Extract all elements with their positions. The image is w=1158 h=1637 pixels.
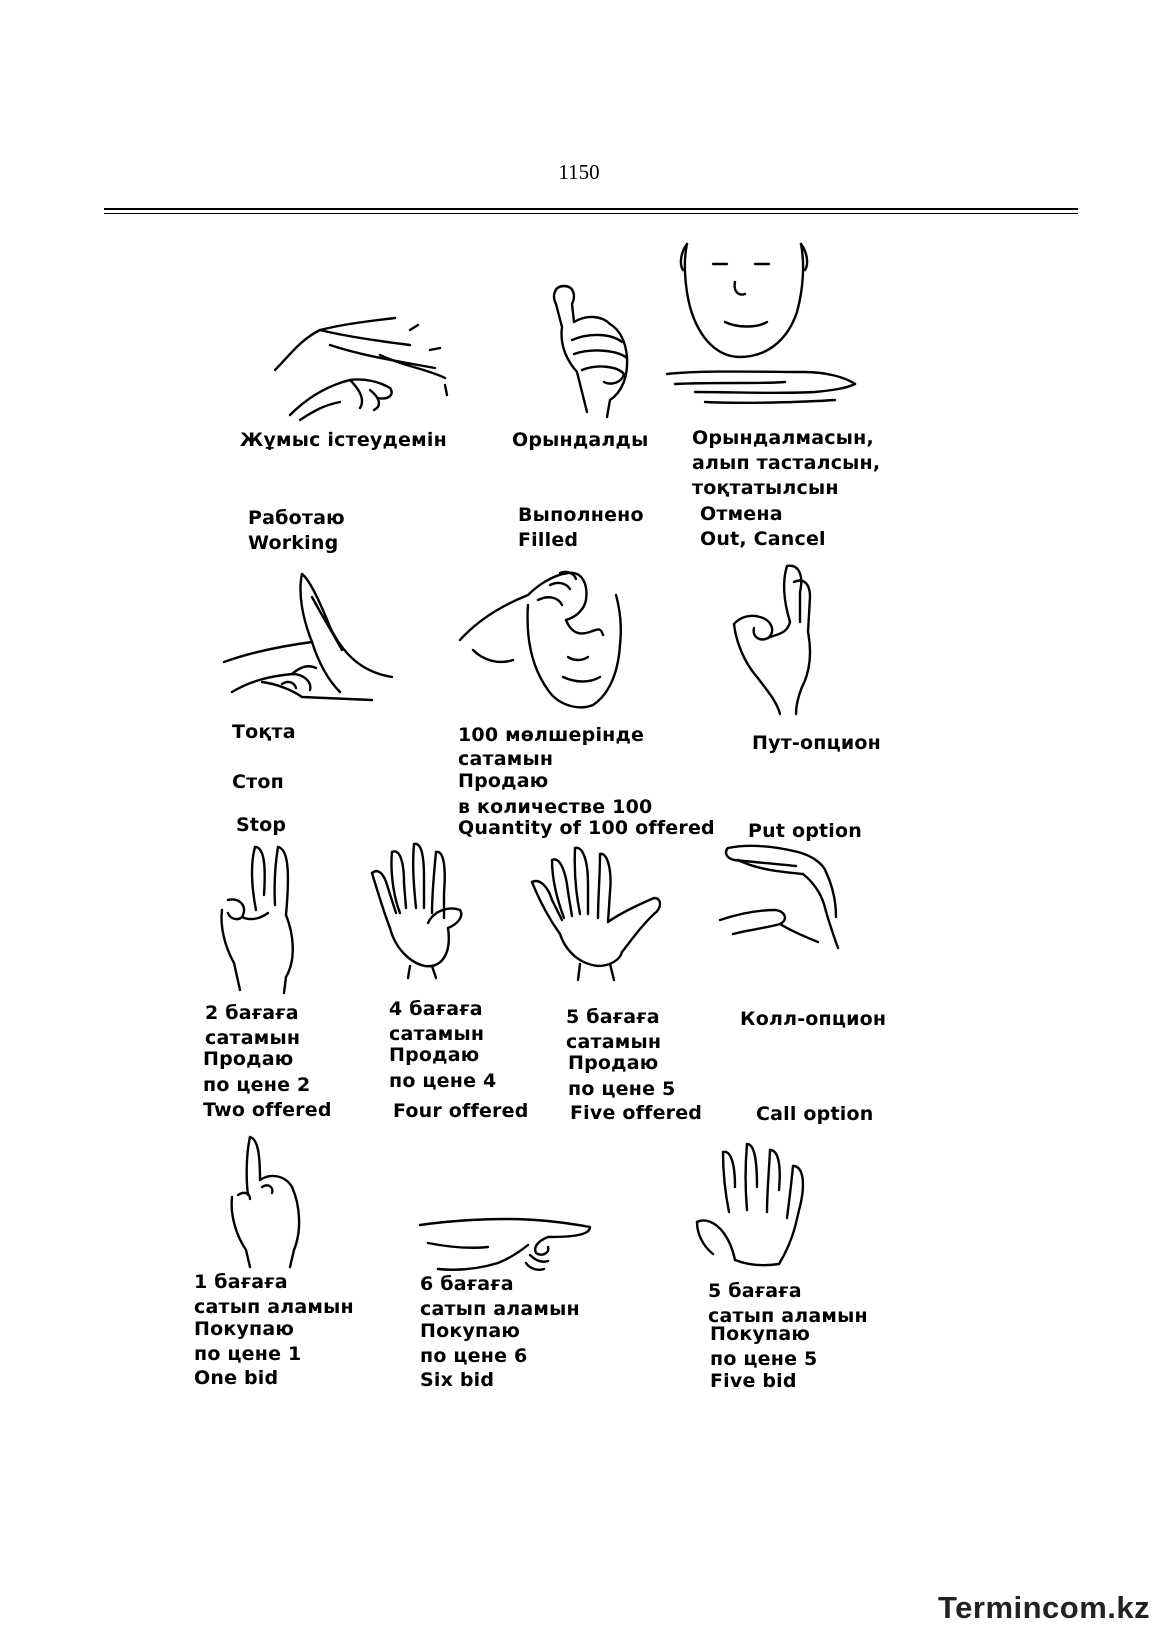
fist-on-forehead-icon — [458, 565, 633, 715]
caption-qty100-kk: 100 мөлшерінде сатамын — [458, 724, 645, 770]
caption-call-kk: Колл-опцион — [740, 1008, 887, 1030]
caption-two-en: Two offered — [203, 1099, 332, 1121]
watermark-text: Termincom.kz — [938, 1590, 1151, 1625]
caption-six-ru: Покупаю по цене 6 — [420, 1320, 528, 1367]
caption-working-ru: Работаю — [248, 507, 345, 529]
caption-qty100-en: Quantity of 100 offered — [458, 817, 715, 839]
caption-filled-ru: Выполнено — [518, 504, 644, 526]
caption-five-bid-en: Five bid — [710, 1370, 797, 1392]
caption-filled-kk: Орындалды — [512, 429, 649, 451]
caption-four-en: Four offered — [393, 1100, 529, 1122]
caption-five-bid-kk: 5 бағаға сатып аламын — [708, 1280, 868, 1327]
caption-working-kk: Жұмыс істеудемін — [240, 429, 447, 451]
caption-stop-ru: Стоп — [232, 771, 284, 793]
caption-one-kk: 1 бағаға сатып аламын — [194, 1271, 354, 1318]
caption-stop-en: Stop — [236, 814, 287, 836]
caption-one-en: One bid — [194, 1367, 279, 1389]
caption-working-en: Working — [248, 532, 339, 554]
caption-cancel-en: Out, Cancel — [700, 528, 826, 550]
caption-five-offered-kk: 5 бағаға сатамын — [566, 1006, 662, 1053]
hand-wiggling-fingers-icon — [270, 300, 465, 425]
caption-five-offered-ru: Продаю по цене 5 — [568, 1052, 676, 1100]
open-hand-icon — [695, 1142, 815, 1282]
throat-cut-gesture-icon — [665, 242, 860, 417]
caption-four-kk: 4 бағаға сатамын — [389, 998, 485, 1045]
caption-five-offered-en: Five offered — [570, 1102, 703, 1124]
caption-four-ru: Продаю по цене 4 — [389, 1044, 497, 1092]
pointing-sideways-hand-icon — [418, 1213, 593, 1273]
caption-filled-en: Filled — [518, 529, 579, 551]
header-rule — [104, 208, 1078, 210]
caption-six-en: Six bid — [420, 1369, 495, 1391]
index-finger-up-icon — [230, 1135, 305, 1270]
caption-five-bid-ru: Покупаю по цене 5 — [710, 1323, 818, 1370]
caption-cancel-kk: Орындалмасын, алып тасталсын, тоқтатылсын — [692, 427, 881, 499]
header-rule-thin — [104, 213, 1078, 214]
ok-ring-hand-icon — [732, 562, 820, 717]
c-shaped-hand-icon — [718, 842, 843, 952]
open-palm-hand-icon — [530, 842, 665, 982]
caption-two-ru: Продаю по цене 2 — [203, 1048, 311, 1096]
four-fingers-hand-icon — [370, 838, 470, 980]
watermark-logo[interactable] — [938, 1590, 1150, 1626]
thumbs-up-icon — [542, 282, 642, 422]
stop-hand-icon — [222, 572, 394, 707]
page-number: 1150 — [558, 160, 600, 184]
caption-put-kk: Пут-опцион — [752, 732, 881, 754]
caption-qty100-ru: Продаю в количестве 100 — [458, 770, 653, 818]
caption-stop-kk: Тоқта — [232, 721, 296, 743]
caption-put-en: Put option — [748, 820, 862, 842]
two-fingers-hand-icon — [220, 845, 305, 995]
caption-call-en: Call option — [756, 1103, 874, 1125]
caption-cancel-ru: Отмена — [700, 503, 783, 525]
caption-two-kk: 2 бағаға сатамын — [205, 1002, 301, 1049]
caption-six-kk: 6 бағаға сатып аламын — [420, 1273, 580, 1320]
caption-one-ru: Покупаю по цене 1 — [194, 1318, 302, 1365]
